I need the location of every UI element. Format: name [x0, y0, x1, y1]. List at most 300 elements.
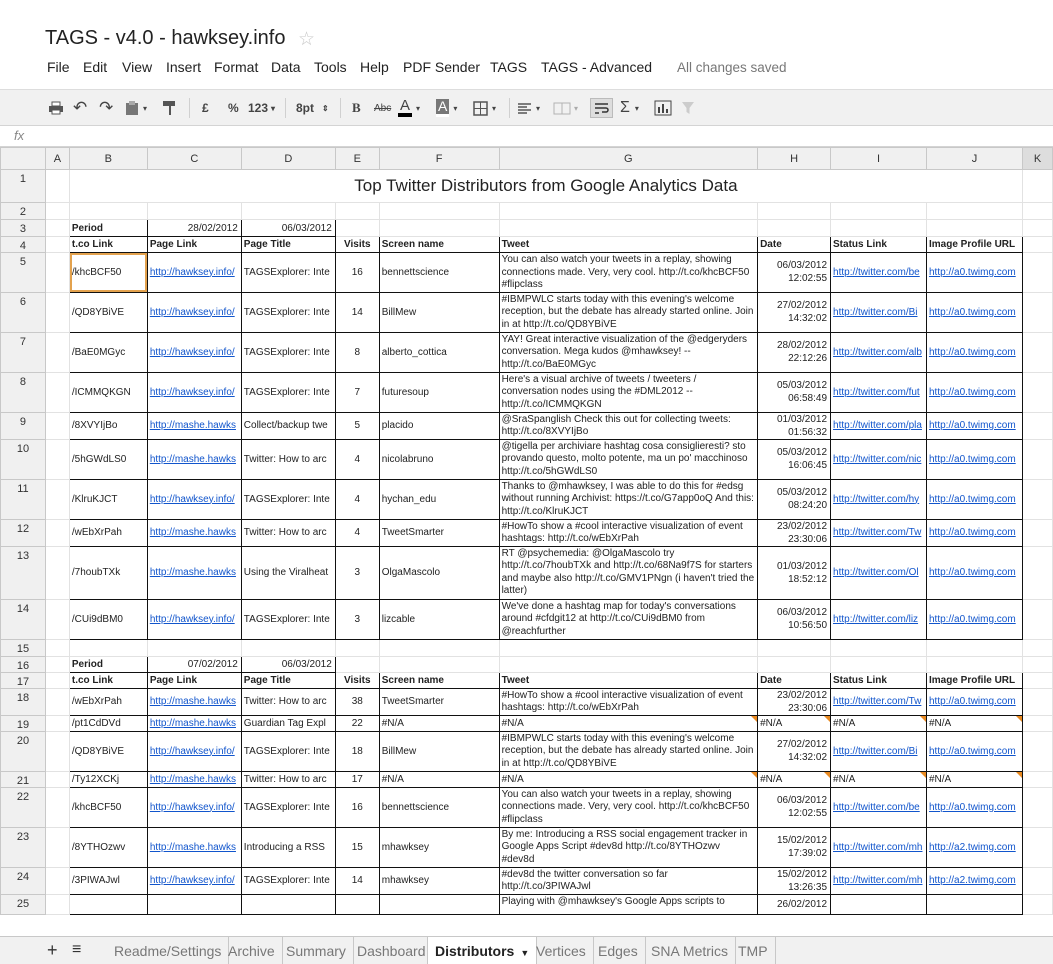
column-label[interactable]: Image Profile URL: [927, 672, 1023, 688]
cell[interactable]: [1022, 639, 1052, 656]
cell-screen[interactable]: #N/A: [379, 715, 499, 731]
column-header-d[interactable]: D: [241, 148, 335, 170]
cell-title[interactable]: Guardian Tag Expl: [241, 715, 335, 731]
cell-visits[interactable]: 16: [335, 253, 379, 293]
cell-title[interactable]: TAGSExplorer: Inte: [241, 599, 335, 639]
cell[interactable]: [45, 203, 69, 220]
formula-bar[interactable]: [0, 126, 1053, 147]
row-header[interactable]: 7: [1, 332, 46, 372]
tab-archive[interactable]: [221, 937, 283, 964]
cell[interactable]: [45, 237, 69, 253]
column-header-e[interactable]: E: [335, 148, 379, 170]
column-label[interactable]: Screen name: [379, 237, 499, 253]
menu-file[interactable]: File: [47, 59, 70, 75]
cell[interactable]: [45, 771, 69, 787]
column-label[interactable]: Status Link: [831, 672, 927, 688]
row-header[interactable]: 24: [1, 867, 46, 894]
cell-status[interactable]: http://twitter.com/hy: [831, 479, 927, 519]
cell[interactable]: [45, 894, 69, 914]
document-title[interactable]: TAGS - v4.0 - hawksey.info: [45, 27, 286, 49]
row-header[interactable]: 16: [1, 656, 46, 672]
cell[interactable]: [1022, 672, 1052, 688]
cell-screen[interactable]: mhawksey: [379, 867, 499, 894]
menu-format[interactable]: Format: [214, 59, 259, 75]
select-all-corner[interactable]: [1, 148, 46, 170]
cell-date[interactable]: #N/A: [758, 771, 831, 787]
row-header[interactable]: 15: [1, 639, 46, 656]
cell-screen[interactable]: TweetSmarter: [379, 688, 499, 715]
cell-tco[interactable]: /KlruKJCT: [69, 479, 147, 519]
menu-data[interactable]: Data: [271, 59, 301, 75]
cell-page[interactable]: http://hawksey.info/: [147, 867, 241, 894]
cell-tco[interactable]: /8YTHOzwv: [69, 827, 147, 867]
cell-screen[interactable]: alberto_cottica: [379, 332, 499, 372]
cell-status[interactable]: http://twitter.com/be: [831, 253, 927, 293]
column-header-j[interactable]: J: [927, 148, 1023, 170]
column-header-b[interactable]: B: [69, 148, 147, 170]
cell-visits[interactable]: 15: [335, 827, 379, 867]
cell-image[interactable]: #N/A: [927, 771, 1023, 787]
cell[interactable]: [45, 332, 69, 372]
tab-tmp[interactable]: [731, 937, 776, 964]
cell-screen[interactable]: nicolabruno: [379, 439, 499, 479]
cell-date[interactable]: 06/03/2012 12:02:55: [758, 787, 831, 827]
cell-screen[interactable]: lizcable: [379, 599, 499, 639]
row-header[interactable]: 10: [1, 439, 46, 479]
row-header[interactable]: 6: [1, 292, 46, 332]
paint-format-icon[interactable]: [162, 98, 178, 118]
cell-screen[interactable]: BillMew: [379, 292, 499, 332]
cell[interactable]: [831, 656, 927, 672]
cell[interactable]: [45, 372, 69, 412]
cell[interactable]: [379, 220, 499, 237]
cell[interactable]: [379, 203, 499, 220]
filter-icon[interactable]: [681, 98, 695, 118]
tab-summary[interactable]: [279, 937, 354, 964]
cell[interactable]: [45, 656, 69, 672]
period-label[interactable]: Period: [69, 220, 147, 237]
cell-tweet[interactable]: We've done a hashtag map for today's conversations around #cfdgit12 at http://t.co/CUi9dBM0 from @reachfurther: [499, 599, 758, 639]
cell-visits[interactable]: 22: [335, 715, 379, 731]
cell[interactable]: [1022, 731, 1052, 771]
spreadsheet-grid[interactable]: [0, 147, 1053, 936]
cell-visits[interactable]: 5: [335, 412, 379, 439]
paste-icon[interactable]: ▾: [124, 98, 147, 118]
column-header-i[interactable]: I: [831, 148, 927, 170]
borders-button[interactable]: ▾: [473, 98, 496, 118]
cell[interactable]: [1022, 787, 1052, 827]
row-header[interactable]: 14: [1, 599, 46, 639]
cell-date[interactable]: 06/03/2012 12:02:55: [758, 253, 831, 293]
column-header-k[interactable]: K: [1022, 148, 1052, 170]
cell-status[interactable]: http://twitter.com/pla: [831, 412, 927, 439]
column-label[interactable]: Page Link: [147, 237, 241, 253]
cell-screen[interactable]: placido: [379, 412, 499, 439]
cell[interactable]: [45, 546, 69, 599]
cell-tweet[interactable]: #N/A: [499, 715, 758, 731]
cell-image[interactable]: http://a0.twimg.com: [927, 599, 1023, 639]
cell[interactable]: [831, 639, 927, 656]
cell-image[interactable]: http://a2.twimg.com: [927, 827, 1023, 867]
cell-image[interactable]: http://a0.twimg.com: [927, 412, 1023, 439]
cell[interactable]: [1022, 332, 1052, 372]
cell-visits[interactable]: 18: [335, 731, 379, 771]
cell-date[interactable]: 05/03/2012 08:24:20: [758, 479, 831, 519]
cell-title[interactable]: TAGSExplorer: Inte: [241, 292, 335, 332]
menu-help[interactable]: Help: [360, 59, 389, 75]
cell-screen[interactable]: futuresoup: [379, 372, 499, 412]
cell-visits[interactable]: 38: [335, 688, 379, 715]
cell-tco[interactable]: /Ty12XCKj: [69, 771, 147, 787]
row-header[interactable]: 22: [1, 787, 46, 827]
merge-cells-button[interactable]: ▾: [553, 98, 578, 118]
column-label[interactable]: Page Title: [241, 672, 335, 688]
cell[interactable]: [45, 170, 69, 203]
cell[interactable]: [927, 220, 1023, 237]
cell-status[interactable]: http://twitter.com/mh: [831, 867, 927, 894]
cell[interactable]: [1022, 867, 1052, 894]
menu-tags-advanced[interactable]: TAGS - Advanced: [541, 59, 653, 75]
cell-page[interactable]: http://mashe.hawks: [147, 827, 241, 867]
period-from[interactable]: 28/02/2012: [147, 220, 241, 237]
cell[interactable]: [45, 292, 69, 332]
row-header[interactable]: 1: [1, 170, 46, 203]
cell[interactable]: [758, 220, 831, 237]
cell-image[interactable]: [927, 894, 1023, 914]
cell[interactable]: [45, 220, 69, 237]
cell[interactable]: [1022, 292, 1052, 332]
cell-page[interactable]: http://mashe.hawks: [147, 688, 241, 715]
cell-page[interactable]: http://hawksey.info/: [147, 292, 241, 332]
cell-image[interactable]: #N/A: [927, 715, 1023, 731]
cell-screen[interactable]: TweetSmarter: [379, 519, 499, 546]
print-icon[interactable]: [48, 98, 64, 118]
row-header[interactable]: 8: [1, 372, 46, 412]
cell-date[interactable]: 01/03/2012 01:56:32: [758, 412, 831, 439]
cell-page[interactable]: [147, 894, 241, 914]
cell[interactable]: [927, 656, 1023, 672]
cell-tweet[interactable]: Thanks to @mhawksey, I was able to do this for #edsg without running Archivist: https://t.co/G7app0oQ And this: http://t.co/KlruKJCT: [499, 479, 758, 519]
cell-visits[interactable]: 14: [335, 867, 379, 894]
cell[interactable]: [147, 639, 241, 656]
menu-pdf-sender[interactable]: PDF Sender: [403, 59, 481, 75]
cell-date[interactable]: 15/02/2012 13:26:35: [758, 867, 831, 894]
tab-edges[interactable]: [591, 937, 646, 964]
add-sheet-button[interactable]: +: [47, 940, 58, 960]
cell-tco[interactable]: /khcBCF50: [69, 253, 147, 293]
cell[interactable]: [1022, 894, 1052, 914]
cell-title[interactable]: Twitter: How to arc: [241, 688, 335, 715]
cell[interactable]: [45, 599, 69, 639]
tab-distributors[interactable]: [427, 937, 537, 964]
cell-status[interactable]: http://twitter.com/Tw: [831, 519, 927, 546]
row-header[interactable]: 11: [1, 479, 46, 519]
cell-visits[interactable]: 3: [335, 599, 379, 639]
cell[interactable]: [499, 656, 758, 672]
cell[interactable]: [1022, 203, 1052, 220]
row-header[interactable]: 4: [1, 237, 46, 253]
cell-title[interactable]: TAGSExplorer: Inte: [241, 332, 335, 372]
menu-tags[interactable]: TAGS: [490, 59, 528, 75]
menu-insert[interactable]: Insert: [166, 59, 202, 75]
cell[interactable]: [335, 220, 379, 237]
cell[interactable]: [45, 253, 69, 293]
cell[interactable]: [1022, 253, 1052, 293]
cell-visits[interactable]: 17: [335, 771, 379, 787]
cell[interactable]: [831, 220, 927, 237]
cell-tco[interactable]: /khcBCF50: [69, 787, 147, 827]
cell-status[interactable]: http://twitter.com/Ol: [831, 546, 927, 599]
cell-title[interactable]: Using the Viralheat: [241, 546, 335, 599]
cell-date[interactable]: 27/02/2012 14:32:02: [758, 731, 831, 771]
cell-page[interactable]: http://hawksey.info/: [147, 372, 241, 412]
cell[interactable]: [1022, 237, 1052, 253]
cell-title[interactable]: Collect/backup twe: [241, 412, 335, 439]
cell-date[interactable]: 01/03/2012 18:52:12: [758, 546, 831, 599]
cell-tweet[interactable]: #IBMPWLC starts today with this evening's welcome reception, but the debate has already started online. Join in at http://t.co/QD8YBiVE: [499, 292, 758, 332]
cell-title[interactable]: TAGSExplorer: Inte: [241, 253, 335, 293]
cell-page[interactable]: http://mashe.hawks: [147, 715, 241, 731]
cell[interactable]: [45, 867, 69, 894]
cell[interactable]: [45, 715, 69, 731]
cell[interactable]: [758, 203, 831, 220]
column-label[interactable]: Date: [758, 672, 831, 688]
cell-status[interactable]: http://twitter.com/be: [831, 787, 927, 827]
cell[interactable]: [335, 639, 379, 656]
cell[interactable]: [1022, 656, 1052, 672]
cell[interactable]: [379, 656, 499, 672]
cell-tco[interactable]: /3PIWAJwl: [69, 867, 147, 894]
cell-visits[interactable]: 4: [335, 519, 379, 546]
cell-title[interactable]: Twitter: How to arc: [241, 519, 335, 546]
row-header[interactable]: 9: [1, 412, 46, 439]
cell[interactable]: [1022, 546, 1052, 599]
cell-tweet[interactable]: Playing with @mhawksey's Google Apps scripts to: [499, 894, 758, 914]
cell-screen[interactable]: [379, 894, 499, 914]
row-header[interactable]: 13: [1, 546, 46, 599]
cell-tweet[interactable]: By me: Introducing a RSS social engagement tracker in Google Apps Script #dev8d http://t.co/8YTHOzwv #dev8d: [499, 827, 758, 867]
cell-status[interactable]: http://twitter.com/liz: [831, 599, 927, 639]
cell[interactable]: [1022, 170, 1052, 203]
column-label[interactable]: Screen name: [379, 672, 499, 688]
period-from[interactable]: 07/02/2012: [147, 656, 241, 672]
sheet-title[interactable]: Top Twitter Distributors from Google Analytics Data: [69, 170, 1022, 203]
cell-status[interactable]: http://twitter.com/fut: [831, 372, 927, 412]
tab-dashboard[interactable]: [350, 937, 434, 964]
cell-visits[interactable]: [335, 894, 379, 914]
cell-tco[interactable]: /BaE0MGyc: [69, 332, 147, 372]
cell-tweet[interactable]: #HowTo show a #cool interactive visualization of event hashtags: http://t.co/wEbXrPah: [499, 688, 758, 715]
cell[interactable]: [241, 639, 335, 656]
period-to[interactable]: 06/03/2012: [241, 656, 335, 672]
cell[interactable]: [45, 639, 69, 656]
cell[interactable]: [335, 656, 379, 672]
star-icon[interactable]: ☆: [298, 29, 316, 50]
column-label[interactable]: Visits: [335, 672, 379, 688]
cell-page[interactable]: http://mashe.hawks: [147, 771, 241, 787]
row-header[interactable]: 3: [1, 220, 46, 237]
cell-title[interactable]: TAGSExplorer: Inte: [241, 479, 335, 519]
cell-status[interactable]: http://twitter.com/alb: [831, 332, 927, 372]
cell-tweet[interactable]: #N/A: [499, 771, 758, 787]
cell-page[interactable]: http://hawksey.info/: [147, 479, 241, 519]
cell-title[interactable]: Introducing a RSS: [241, 827, 335, 867]
cell[interactable]: [241, 203, 335, 220]
row-header[interactable]: 18: [1, 688, 46, 715]
cell-tco[interactable]: /QD8YBiVE: [69, 731, 147, 771]
cell-tco[interactable]: /QD8YBiVE: [69, 292, 147, 332]
cell-date[interactable]: 06/03/2012 10:56:50: [758, 599, 831, 639]
cell-status[interactable]: #N/A: [831, 771, 927, 787]
undo-icon[interactable]: ↶: [73, 98, 88, 117]
align-button[interactable]: ▾: [517, 98, 540, 118]
tab-vertices[interactable]: [529, 937, 594, 964]
cell[interactable]: [1022, 771, 1052, 787]
cell-title[interactable]: Twitter: How to arc: [241, 771, 335, 787]
cell[interactable]: [45, 439, 69, 479]
cell-page[interactable]: http://hawksey.info/: [147, 787, 241, 827]
cell[interactable]: [1022, 599, 1052, 639]
cell-screen[interactable]: #N/A: [379, 771, 499, 787]
cell-image[interactable]: http://a0.twimg.com: [927, 546, 1023, 599]
cell[interactable]: [499, 203, 758, 220]
cell-tweet[interactable]: #IBMPWLC starts today with this evening's welcome reception, but the debate has already started online. Join in at http://t.co/QD8YBiVE: [499, 731, 758, 771]
cell-title[interactable]: [241, 894, 335, 914]
cell-tco[interactable]: /8XVYIjBo: [69, 412, 147, 439]
cell-date[interactable]: 23/02/2012 23:30:06: [758, 688, 831, 715]
cell-page[interactable]: http://hawksey.info/: [147, 253, 241, 293]
cell-title[interactable]: TAGSExplorer: Inte: [241, 731, 335, 771]
cell-visits[interactable]: 8: [335, 332, 379, 372]
cell-image[interactable]: http://a0.twimg.com: [927, 787, 1023, 827]
text-color-button[interactable]: A ▾: [398, 98, 420, 118]
column-label[interactable]: Tweet: [499, 672, 758, 688]
column-label[interactable]: Tweet: [499, 237, 758, 253]
cell[interactable]: [1022, 827, 1052, 867]
cell-image[interactable]: http://a0.twimg.com: [927, 688, 1023, 715]
row-header[interactable]: 12: [1, 519, 46, 546]
period-label[interactable]: Period: [69, 656, 147, 672]
cell-status[interactable]: [831, 894, 927, 914]
cell[interactable]: [45, 479, 69, 519]
cell-visits[interactable]: 7: [335, 372, 379, 412]
tab-readme-settings[interactable]: [107, 937, 229, 964]
column-header-g[interactable]: G: [499, 148, 758, 170]
cell-screen[interactable]: bennettscience: [379, 253, 499, 293]
percent-button[interactable]: %: [228, 101, 239, 115]
cell[interactable]: [335, 203, 379, 220]
sheet-list-icon[interactable]: ≡: [72, 941, 82, 958]
cell[interactable]: [1022, 439, 1052, 479]
cell[interactable]: [1022, 220, 1052, 237]
cell-tco[interactable]: /wEbXrPah: [69, 519, 147, 546]
column-label[interactable]: Image Profile URL: [927, 237, 1023, 253]
cell-tco[interactable]: /5hGWdLS0: [69, 439, 147, 479]
cell-page[interactable]: http://hawksey.info/: [147, 731, 241, 771]
fill-color-button[interactable]: A ▾: [436, 98, 457, 118]
cell-page[interactable]: http://mashe.hawks: [147, 412, 241, 439]
cell-tco[interactable]: /wEbXrPah: [69, 688, 147, 715]
cell-tweet[interactable]: YAY! Great interactive visualization of the @edgeryders conversation. Mega kudos @mhawksey! -- http://t.co/BaE0MGyc: [499, 332, 758, 372]
cell-image[interactable]: http://a2.twimg.com: [927, 867, 1023, 894]
cell[interactable]: [1022, 372, 1052, 412]
cell-screen[interactable]: BillMew: [379, 731, 499, 771]
cell-screen[interactable]: OlgaMascolo: [379, 546, 499, 599]
cell-status[interactable]: http://twitter.com/Bi: [831, 292, 927, 332]
cell-screen[interactable]: hychan_edu: [379, 479, 499, 519]
column-header-f[interactable]: F: [379, 148, 499, 170]
cell-page[interactable]: http://mashe.hawks: [147, 439, 241, 479]
cell-image[interactable]: http://a0.twimg.com: [927, 479, 1023, 519]
cell-status[interactable]: http://twitter.com/nic: [831, 439, 927, 479]
tab-menu-icon[interactable]: ▼: [520, 948, 530, 958]
wrap-text-button[interactable]: [590, 98, 613, 118]
currency-button[interactable]: £: [202, 101, 209, 115]
row-header[interactable]: 19: [1, 715, 46, 731]
cell-date[interactable]: 26/02/2012: [758, 894, 831, 914]
column-label[interactable]: Page Title: [241, 237, 335, 253]
font-size-select[interactable]: 8pt ⇕: [296, 101, 329, 115]
tab-sna-metrics[interactable]: [644, 937, 736, 964]
cell-date[interactable]: 05/03/2012 06:58:49: [758, 372, 831, 412]
number-format-button[interactable]: 123 ▾: [248, 101, 276, 115]
cell-image[interactable]: http://a0.twimg.com: [927, 253, 1023, 293]
cell-tweet[interactable]: Here's a visual archive of tweets / tweeters / conversation nodes using the #DML2012 -- http://t.co/ICMMQKGN: [499, 372, 758, 412]
period-to[interactable]: 06/03/2012: [241, 220, 335, 237]
cell-page[interactable]: http://hawksey.info/: [147, 332, 241, 372]
cell[interactable]: [927, 203, 1023, 220]
cell-visits[interactable]: 16: [335, 787, 379, 827]
cell[interactable]: [45, 519, 69, 546]
cell-image[interactable]: http://a0.twimg.com: [927, 292, 1023, 332]
column-label[interactable]: t.co Link: [69, 237, 147, 253]
row-header[interactable]: 2: [1, 203, 46, 220]
insert-chart-icon[interactable]: [654, 98, 672, 118]
cell-visits[interactable]: 14: [335, 292, 379, 332]
cell-page[interactable]: http://hawksey.info/: [147, 599, 241, 639]
cell-status[interactable]: http://twitter.com/mh: [831, 827, 927, 867]
cell-tweet[interactable]: @SraSpanglish Check this out for collecting tweets: http://t.co/8XVYIjBo: [499, 412, 758, 439]
cell[interactable]: [758, 656, 831, 672]
row-header[interactable]: 21: [1, 771, 46, 787]
functions-button[interactable]: Σ ▾: [620, 99, 639, 116]
cell-date[interactable]: 27/02/2012 14:32:02: [758, 292, 831, 332]
cell-tco[interactable]: /CUi9dBM0: [69, 599, 147, 639]
cell-page[interactable]: http://mashe.hawks: [147, 519, 241, 546]
column-label[interactable]: Status Link: [831, 237, 927, 253]
cell-image[interactable]: http://a0.twimg.com: [927, 372, 1023, 412]
cell[interactable]: [831, 203, 927, 220]
redo-icon[interactable]: ↷: [99, 98, 114, 117]
cell-tweet[interactable]: #HowTo show a #cool interactive visualization of event hashtags: http://t.co/wEbXrPah: [499, 519, 758, 546]
cell-image[interactable]: http://a0.twimg.com: [927, 332, 1023, 372]
row-header[interactable]: 5: [1, 253, 46, 293]
column-label[interactable]: Visits: [335, 237, 379, 253]
column-header-h[interactable]: H: [758, 148, 831, 170]
cell-date[interactable]: 15/02/2012 17:39:02: [758, 827, 831, 867]
bold-button[interactable]: B: [352, 100, 361, 115]
row-header[interactable]: 17: [1, 672, 46, 688]
cell-tco[interactable]: /ICMMQKGN: [69, 372, 147, 412]
cell-tweet[interactable]: #dev8d the twitter conversation so far http://t.co/3PIWAJwl: [499, 867, 758, 894]
cell-tco[interactable]: /pt1CdDVd: [69, 715, 147, 731]
cell[interactable]: [45, 731, 69, 771]
cell[interactable]: [45, 827, 69, 867]
cell-image[interactable]: http://a0.twimg.com: [927, 439, 1023, 479]
cell-page[interactable]: http://mashe.hawks: [147, 546, 241, 599]
cell[interactable]: [499, 639, 758, 656]
cell-image[interactable]: http://a0.twimg.com: [927, 731, 1023, 771]
